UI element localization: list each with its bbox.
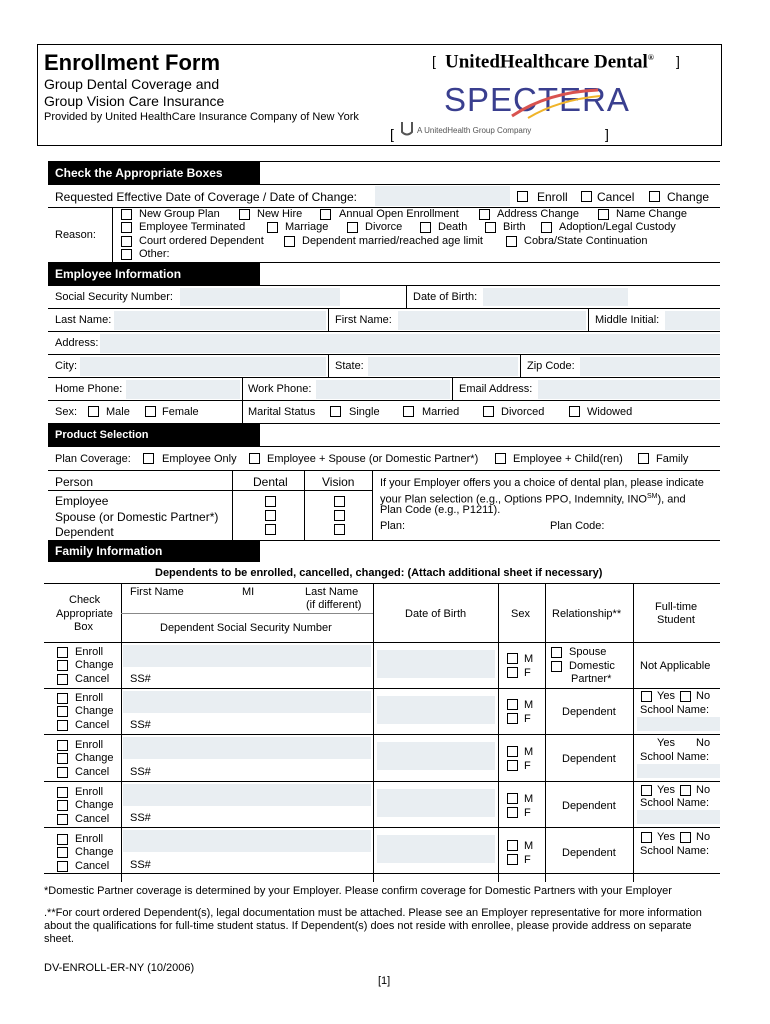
row5-dependent: Dependent bbox=[562, 847, 616, 859]
page-title: Enrollment Form bbox=[44, 50, 221, 75]
row2-name-field[interactable] bbox=[123, 691, 371, 713]
row5-change: Change bbox=[75, 846, 114, 858]
rule bbox=[48, 470, 720, 471]
bracket-open: [ bbox=[432, 53, 436, 69]
dental-employee-checkbox[interactable] bbox=[265, 496, 276, 507]
row5-cancel-checkbox[interactable] bbox=[57, 861, 68, 872]
vision-employee-checkbox[interactable] bbox=[334, 496, 345, 507]
reason-death: Death bbox=[438, 221, 468, 233]
middle-initial-label: Middle Initial: bbox=[595, 314, 660, 326]
marital-divorced-label: Divorced bbox=[501, 406, 545, 418]
row2-no: No bbox=[696, 690, 711, 702]
vision-dependent-checkbox[interactable] bbox=[334, 524, 345, 535]
bracket-close: ] bbox=[676, 53, 680, 69]
reason-new-group-plan: New Group Plan bbox=[139, 208, 220, 220]
row5-yes: Yes bbox=[657, 831, 675, 843]
reason-dependent-married: Dependent married/reached age limit bbox=[302, 235, 483, 247]
middle-initial-field[interactable] bbox=[665, 311, 720, 330]
row2-change-checkbox[interactable] bbox=[57, 706, 68, 717]
coverage-employee-children-label: Employee + Child(ren) bbox=[513, 453, 623, 465]
vision-header: Vision bbox=[322, 475, 355, 489]
row5-no: No bbox=[696, 831, 711, 843]
marital-married-label: Married bbox=[422, 406, 460, 418]
city-label: City: bbox=[55, 360, 77, 372]
ssn-field[interactable] bbox=[180, 288, 340, 306]
reason-address-change-checkbox[interactable] bbox=[479, 209, 490, 220]
row3-dob-field[interactable] bbox=[377, 742, 495, 770]
reason-divorce: Divorce bbox=[365, 221, 403, 233]
spectera-swoosh-icon bbox=[508, 86, 604, 120]
marital-widowed-label: Widowed bbox=[587, 406, 633, 418]
cancel-checkbox[interactable] bbox=[581, 191, 592, 202]
divider bbox=[328, 354, 329, 377]
row5-name-field[interactable] bbox=[123, 830, 371, 852]
row3-dependent: Dependent bbox=[562, 753, 616, 765]
col-check-1: Check bbox=[69, 594, 101, 606]
state-field[interactable] bbox=[368, 357, 518, 376]
marital-status-label: Marital Status bbox=[248, 406, 316, 418]
row5-change-checkbox[interactable] bbox=[57, 847, 68, 858]
person-dependent: Dependent bbox=[55, 525, 114, 539]
reason-birth-checkbox[interactable] bbox=[485, 222, 496, 233]
row5-m-checkbox[interactable] bbox=[507, 840, 518, 851]
row1-enroll-checkbox[interactable] bbox=[57, 647, 68, 658]
col-fulltime-2: Student bbox=[657, 614, 695, 626]
reason-court-ordered-checkbox[interactable] bbox=[121, 236, 132, 247]
row2-enroll: Enroll bbox=[75, 692, 104, 704]
requested-date-label: Requested Effective Date of Coverage / Date of Change: bbox=[55, 190, 357, 204]
row4-f: F bbox=[524, 807, 531, 819]
row1-dob-field[interactable] bbox=[377, 650, 495, 678]
coverage-family-label: Family bbox=[656, 453, 689, 465]
row4-yes: Yes bbox=[657, 784, 675, 796]
reason-marriage-checkbox[interactable] bbox=[267, 222, 278, 233]
subtitle-line1: Group Dental Coverage and bbox=[44, 76, 220, 92]
form-id: DV-ENROLL-ER-NY (10/2006) bbox=[44, 962, 195, 974]
home-phone-field[interactable] bbox=[126, 380, 240, 399]
reason-cobra-checkbox[interactable] bbox=[506, 236, 517, 247]
divider bbox=[372, 470, 373, 540]
marital-divorced-checkbox[interactable] bbox=[483, 406, 494, 417]
bracket-close-2: ] bbox=[605, 126, 609, 142]
row1-domestic-checkbox[interactable] bbox=[551, 661, 562, 672]
row4-yes-checkbox[interactable] bbox=[641, 785, 652, 796]
col-fulltime-1: Full-time bbox=[655, 601, 698, 613]
row4-enroll: Enroll bbox=[75, 786, 104, 798]
row2-f-checkbox[interactable] bbox=[507, 713, 518, 724]
rule bbox=[48, 377, 720, 378]
email-label: Email Address: bbox=[459, 383, 533, 395]
row2-no-checkbox[interactable] bbox=[680, 691, 691, 702]
row3-ss-label: SS# bbox=[130, 766, 151, 778]
ssn-label: Social Security Number: bbox=[55, 291, 173, 303]
divider bbox=[520, 354, 521, 377]
zip-field[interactable] bbox=[580, 357, 720, 376]
row1-change: Change bbox=[75, 659, 114, 671]
row4-name-field[interactable] bbox=[123, 784, 371, 806]
row4-change-checkbox[interactable] bbox=[57, 800, 68, 811]
row2-dob-field[interactable] bbox=[377, 696, 495, 724]
row4-ss-label: SS# bbox=[130, 812, 151, 824]
plan-note-line1: If your Employer offers you a choice of dental plan, please indicate bbox=[380, 477, 704, 489]
row3-name-field[interactable] bbox=[123, 737, 371, 759]
row2-school-field[interactable] bbox=[637, 717, 720, 731]
row3-m: M bbox=[524, 746, 534, 758]
coverage-employee-spouse[interactable] bbox=[249, 453, 260, 464]
row3-f-checkbox[interactable] bbox=[507, 760, 518, 771]
provided-by: Provided by United HealthCare Insurance Company of New York bbox=[44, 111, 359, 123]
row5-m: M bbox=[524, 840, 534, 852]
row4-school-name: School Name: bbox=[640, 797, 710, 809]
marital-single-label: Single bbox=[349, 406, 380, 418]
last-name-field[interactable] bbox=[114, 311, 326, 330]
row1-domestic: Domestic bbox=[569, 660, 615, 672]
row5-yes-checkbox[interactable] bbox=[641, 832, 652, 843]
col-dob: Date of Birth bbox=[405, 608, 467, 620]
row1-name-field[interactable] bbox=[123, 645, 371, 667]
row2-yes-checkbox[interactable] bbox=[641, 691, 652, 702]
dental-spouse-checkbox[interactable] bbox=[265, 510, 276, 521]
row3-no: No bbox=[696, 737, 711, 749]
row3-change-checkbox[interactable] bbox=[57, 753, 68, 764]
marital-single-checkbox[interactable] bbox=[330, 406, 341, 417]
reason-other-checkbox[interactable] bbox=[121, 249, 132, 260]
row5-school-name: School Name: bbox=[640, 845, 710, 857]
address-label: Address: bbox=[55, 337, 99, 349]
reason-birth: Birth bbox=[503, 221, 526, 233]
row1-f: F bbox=[524, 667, 531, 679]
person-employee: Employee bbox=[55, 494, 109, 508]
rule bbox=[48, 446, 720, 447]
reason-divider bbox=[112, 207, 113, 262]
row4-m-checkbox[interactable] bbox=[507, 793, 518, 804]
coverage-family[interactable] bbox=[638, 453, 649, 464]
row1-spouse-checkbox[interactable] bbox=[551, 647, 562, 658]
row5-cancel: Cancel bbox=[75, 860, 110, 872]
zip-label: Zip Code: bbox=[527, 360, 575, 372]
rule bbox=[48, 184, 720, 185]
footer-note-1: *Domestic Partner coverage is determined by your Employer. Please confirm coverage for Domestic Partners with your Employer bbox=[44, 885, 672, 897]
vision-spouse-checkbox[interactable] bbox=[334, 510, 345, 521]
row4-enroll-checkbox[interactable] bbox=[57, 787, 68, 798]
row3-cancel: Cancel bbox=[75, 766, 110, 778]
rule bbox=[48, 331, 720, 332]
sex-male-label: Male bbox=[106, 406, 130, 418]
divider bbox=[328, 308, 329, 331]
plan-note-line2: your Plan selection (e.g., Options PPO, Indemnity, INO℠), and bbox=[380, 493, 686, 506]
footer-note-2-line3: sheet. bbox=[44, 933, 74, 945]
change-checkbox[interactable] bbox=[649, 191, 660, 202]
family-instructions: Dependents to be enrolled, cancelled, changed: (Attach additional sheet if necessary) bbox=[155, 567, 603, 579]
subtitle-line2: Group Vision Care Insurance bbox=[44, 93, 225, 109]
first-name-field[interactable] bbox=[398, 311, 586, 330]
row3-cancel-checkbox[interactable] bbox=[57, 767, 68, 778]
plan-coverage: Plan Coverage: bbox=[55, 453, 131, 465]
reason-adoption: Adoption/Legal Custody bbox=[559, 221, 676, 233]
reason-divorce-checkbox[interactable] bbox=[347, 222, 358, 233]
sex-female-label: Female bbox=[162, 406, 199, 418]
row2-cancel: Cancel bbox=[75, 719, 110, 731]
email-field[interactable] bbox=[538, 380, 720, 399]
col-last-name-2: (if different) bbox=[306, 599, 362, 611]
cancel-label: Cancel bbox=[597, 190, 635, 204]
rule bbox=[48, 285, 720, 286]
row2-enroll-checkbox[interactable] bbox=[57, 693, 68, 704]
row2-ss-label: SS# bbox=[130, 719, 151, 731]
work-phone-field[interactable] bbox=[316, 380, 450, 399]
reason-dependent-married-checkbox[interactable] bbox=[284, 236, 295, 247]
dental-header: Dental bbox=[253, 475, 288, 489]
rule bbox=[48, 308, 720, 309]
employee-info-title: Employee Information bbox=[55, 267, 182, 281]
reason-court-ordered: Court ordered Dependent bbox=[139, 235, 264, 247]
coverage-employee-children[interactable] bbox=[495, 453, 506, 464]
person-spouse: Spouse (or Domestic Partner*) bbox=[55, 510, 219, 524]
footer-note-2-line2: about the qualifications for full-time student status. If Dependent(s) does not reside with enrollee, please provide address on separate bbox=[44, 920, 692, 932]
reason-annual-open-checkbox[interactable] bbox=[320, 209, 331, 220]
dob-field[interactable] bbox=[483, 288, 628, 306]
reason-address-change: Address Change bbox=[497, 208, 579, 220]
first-name-label: First Name: bbox=[335, 314, 392, 326]
row3-yes: Yes bbox=[657, 737, 675, 749]
row1-cancel: Cancel bbox=[75, 673, 110, 685]
divider bbox=[232, 470, 233, 540]
product-selection-title: Product Selection bbox=[55, 429, 149, 441]
unitedhealth-group-icon bbox=[400, 120, 414, 138]
reason-employee-terminated-checkbox[interactable] bbox=[121, 222, 132, 233]
row1-spouse: Spouse bbox=[569, 646, 607, 658]
rule bbox=[48, 400, 720, 401]
row2-m: M bbox=[524, 699, 534, 711]
home-phone-label: Home Phone: bbox=[55, 383, 123, 395]
brand-sub: A UnitedHealth Group Company bbox=[417, 126, 532, 135]
page-number: [1] bbox=[378, 975, 391, 987]
row4-school-field[interactable] bbox=[637, 810, 720, 824]
marital-married-checkbox[interactable] bbox=[403, 406, 414, 417]
rule bbox=[48, 354, 720, 355]
reason-new-hire: New Hire bbox=[257, 208, 303, 220]
divider bbox=[452, 377, 453, 400]
plan-note-line3: Plan Code (e.g., P1211). bbox=[380, 504, 501, 516]
row4-change: Change bbox=[75, 799, 114, 811]
sex-label: Sex: bbox=[55, 406, 78, 418]
enroll-checkbox[interactable] bbox=[517, 191, 528, 202]
row5-f: F bbox=[524, 854, 531, 866]
bracket-open-2: [ bbox=[390, 126, 394, 142]
row3-f: F bbox=[524, 760, 531, 772]
family-info-title: Family Information bbox=[55, 544, 163, 558]
sex-male-checkbox[interactable] bbox=[88, 406, 99, 417]
reason-annual-open: Annual Open Enrollment bbox=[339, 208, 459, 220]
row1-enroll: Enroll bbox=[75, 646, 104, 658]
divider bbox=[304, 470, 305, 540]
coverage-employee-only-label: Employee Only bbox=[162, 453, 237, 465]
reason-cobra: Cobra/State Continuation bbox=[524, 235, 648, 247]
city-field[interactable] bbox=[80, 357, 326, 376]
divider bbox=[588, 308, 589, 331]
work-phone-label: Work Phone: bbox=[248, 383, 312, 395]
row2-yes: Yes bbox=[657, 690, 675, 702]
footer-note-2-line1: .**For court ordered Dependent(s), legal documentation must be attached. Please see an Employer representative for more information bbox=[44, 907, 702, 919]
reason-adoption-checkbox[interactable] bbox=[541, 222, 552, 233]
row4-f-checkbox[interactable] bbox=[507, 807, 518, 818]
address-field[interactable] bbox=[100, 334, 720, 353]
dental-dependent-checkbox[interactable] bbox=[265, 524, 276, 535]
reason-death-checkbox[interactable] bbox=[420, 222, 431, 233]
col-relationship: Relationship** bbox=[552, 608, 622, 620]
reason-new-hire-checkbox[interactable] bbox=[239, 209, 250, 220]
state-label: State: bbox=[335, 360, 364, 372]
row3-enroll: Enroll bbox=[75, 739, 104, 751]
plan-label: Plan: bbox=[380, 520, 406, 532]
reason-other: Other: bbox=[139, 248, 170, 260]
row5-enroll: Enroll bbox=[75, 833, 104, 845]
reason-new-group-plan-checkbox[interactable] bbox=[121, 209, 132, 220]
row3-m-checkbox[interactable] bbox=[507, 746, 518, 757]
change-label: Change bbox=[667, 190, 710, 204]
sex-female-checkbox[interactable] bbox=[145, 406, 156, 417]
col-check-2: Appropriate bbox=[56, 608, 113, 620]
row3-school-name: School Name: bbox=[640, 751, 710, 763]
marital-widowed-checkbox[interactable] bbox=[569, 406, 580, 417]
reason-name-change: Name Change bbox=[616, 208, 687, 220]
row2-school-name: School Name: bbox=[640, 704, 710, 716]
row4-cancel-checkbox[interactable] bbox=[57, 814, 68, 825]
reason-label: Reason: bbox=[55, 229, 96, 241]
row2-f: F bbox=[524, 713, 531, 725]
row1-partner: Partner* bbox=[571, 673, 612, 685]
coverage-employee-only[interactable] bbox=[143, 453, 154, 464]
person-header: Person bbox=[55, 475, 94, 489]
row4-no-checkbox[interactable] bbox=[680, 785, 691, 796]
col-check-3: Box bbox=[74, 621, 93, 633]
rule bbox=[121, 613, 373, 614]
row1-ss-label: SS# bbox=[130, 673, 151, 685]
row2-cancel-checkbox[interactable] bbox=[57, 720, 68, 731]
col-sex: Sex bbox=[511, 608, 530, 620]
row5-dob-field[interactable] bbox=[377, 835, 495, 863]
row4-cancel: Cancel bbox=[75, 813, 110, 825]
reason-marriage: Marriage bbox=[285, 221, 329, 233]
row4-no: No bbox=[696, 784, 711, 796]
enroll-label: Enroll bbox=[537, 190, 568, 204]
col-ssn: Dependent Social Security Number bbox=[160, 622, 332, 634]
plan-code-label: Plan Code: bbox=[550, 520, 605, 532]
row4-m: M bbox=[524, 793, 534, 805]
col-mi: MI bbox=[242, 586, 255, 598]
brand-logo-unitedhealthcare: UnitedHealthcare Dental® bbox=[445, 51, 654, 73]
row2-change: Change bbox=[75, 705, 114, 717]
rule bbox=[44, 873, 720, 874]
row3-change: Change bbox=[75, 752, 114, 764]
last-name-label: Last Name: bbox=[55, 314, 112, 326]
row5-no-checkbox[interactable] bbox=[680, 832, 691, 843]
row5-f-checkbox[interactable] bbox=[507, 854, 518, 865]
check-boxes-title: Check the Appropriate Boxes bbox=[55, 166, 223, 180]
col-first-name: First Name bbox=[130, 586, 184, 598]
requested-date-field[interactable] bbox=[375, 186, 510, 206]
reason-employee-terminated: Employee Terminated bbox=[139, 221, 246, 233]
row3-school-field[interactable] bbox=[637, 764, 720, 778]
row2-dependent: Dependent bbox=[562, 706, 616, 718]
divider bbox=[406, 285, 407, 308]
row1-m-checkbox[interactable] bbox=[507, 653, 518, 664]
row5-enroll-checkbox[interactable] bbox=[57, 834, 68, 845]
coverage-employee-spouse-label: Employee + Spouse (or Domestic Partner*) bbox=[267, 453, 479, 465]
row2-m-checkbox[interactable] bbox=[507, 699, 518, 710]
reason-name-change-checkbox[interactable] bbox=[598, 209, 609, 220]
row1-f-checkbox[interactable] bbox=[507, 667, 518, 678]
row1-change-checkbox[interactable] bbox=[57, 660, 68, 671]
brand-logo-spectera: SPECTERA bbox=[444, 81, 630, 118]
dob-label: Date of Birth: bbox=[413, 291, 478, 303]
row3-enroll-checkbox[interactable] bbox=[57, 740, 68, 751]
rule bbox=[48, 490, 373, 491]
row4-dob-field[interactable] bbox=[377, 789, 495, 817]
row4-dependent: Dependent bbox=[562, 800, 616, 812]
row1-cancel-checkbox[interactable] bbox=[57, 674, 68, 685]
row1-not-applicable: Not Applicable bbox=[640, 660, 711, 672]
row1-m: M bbox=[524, 653, 534, 665]
col-last-name-1: Last Name bbox=[305, 586, 359, 598]
row5-ss-label: SS# bbox=[130, 859, 151, 871]
